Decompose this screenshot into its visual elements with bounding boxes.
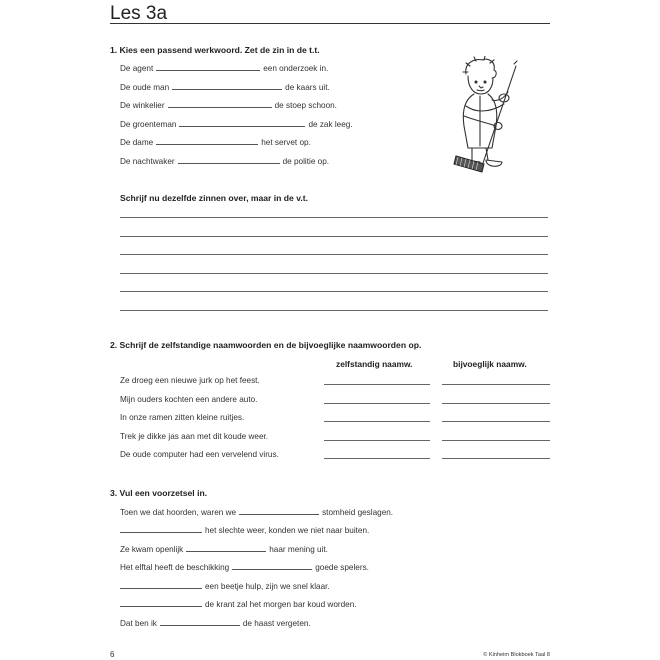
- writing-line[interactable]: [120, 273, 548, 274]
- answer-blank[interactable]: [160, 618, 240, 626]
- ex1-row: De agent een onderzoek in.: [120, 64, 329, 73]
- ex3-row: de krant zal het morgen bar koud worden.: [120, 599, 357, 609]
- writing-line[interactable]: [120, 217, 548, 218]
- exercise-1-subheading: Schrijf nu dezelfde zinnen over, maar in de v.t.: [120, 193, 308, 203]
- answer-blank[interactable]: [232, 562, 312, 570]
- ex1-row: De groenteman de zak leeg.: [120, 120, 353, 129]
- page-number: 6: [110, 650, 115, 659]
- answer-blank[interactable]: [156, 137, 258, 145]
- exercise-3-heading: 3. Vul een voorzetsel in.: [110, 488, 208, 498]
- answer-blank[interactable]: [120, 581, 202, 589]
- page-title: Les 3a: [110, 3, 168, 24]
- column-header-bijvoeglijk: bijvoeglijk naamw.: [453, 359, 527, 369]
- answer-blank[interactable]: [442, 421, 550, 422]
- ex1-row: De oude man de kaars uit.: [120, 83, 330, 92]
- copyright-notice: © Kinheim Blokboek Taal 8: [483, 652, 550, 658]
- answer-blank[interactable]: [179, 119, 305, 127]
- answer-blank[interactable]: [324, 440, 430, 441]
- answer-blank[interactable]: [324, 421, 430, 422]
- answer-blank[interactable]: [442, 458, 550, 459]
- ex2-sentence: Mijn ouders kochten een andere auto.: [120, 395, 258, 404]
- writing-line[interactable]: [120, 310, 548, 311]
- ex3-row: Toen we dat hoorden, waren we stomheid geslagen.: [120, 508, 394, 517]
- child-with-broom-illustration: [452, 56, 522, 174]
- exercise-2-heading: 2. Schrijf de zelfstandige naamwoorden en de bijvoeglijke naamwoorden op.: [110, 340, 422, 350]
- answer-blank[interactable]: [172, 82, 282, 90]
- ex1-row: De winkelier de stoep schoon.: [120, 101, 337, 110]
- answer-blank[interactable]: [442, 440, 550, 441]
- answer-blank[interactable]: [324, 384, 430, 385]
- answer-blank[interactable]: [442, 403, 550, 404]
- ex3-row: Het elftal heeft de beschikking goede spelers.: [120, 563, 369, 572]
- answer-blank[interactable]: [442, 384, 550, 385]
- answer-blank[interactable]: [324, 458, 430, 459]
- ex2-sentence: Ze droeg een nieuwe jurk op het feest.: [120, 376, 260, 385]
- ex2-sentence: De oude computer had een vervelend virus.: [120, 450, 279, 459]
- title-underline: [110, 23, 550, 24]
- answer-blank[interactable]: [120, 525, 202, 533]
- answer-blank[interactable]: [239, 507, 319, 515]
- ex3-row: een beetje hulp, zijn we snel klaar.: [120, 581, 330, 591]
- writing-line[interactable]: [120, 254, 548, 255]
- answer-blank[interactable]: [186, 544, 266, 552]
- answer-blank[interactable]: [168, 100, 272, 108]
- ex3-row: Dat ben ik de haast vergeten.: [120, 619, 311, 628]
- column-header-zelfstandig: zelfstandig naamw.: [336, 359, 413, 369]
- exercise-1-heading: 1. Kies een passend werkwoord. Zet de zin in de t.t.: [110, 45, 320, 55]
- ex1-row: De nachtwaker de politie op.: [120, 157, 330, 166]
- answer-blank[interactable]: [120, 599, 202, 607]
- ex2-sentence: Trek je dikke jas aan met dit koude weer.: [120, 432, 269, 441]
- answer-blank[interactable]: [324, 403, 430, 404]
- ex1-row: De dame het servet op.: [120, 138, 311, 147]
- answer-blank[interactable]: [156, 63, 260, 71]
- ex3-row: het slechte weer, konden we niet naar buiten.: [120, 525, 369, 535]
- writing-line[interactable]: [120, 291, 548, 292]
- writing-line[interactable]: [120, 236, 548, 237]
- ex2-sentence: In onze ramen zitten kleine ruitjes.: [120, 413, 245, 422]
- answer-blank[interactable]: [178, 156, 280, 164]
- ex3-row: Ze kwam openlijk haar mening uit.: [120, 545, 328, 554]
